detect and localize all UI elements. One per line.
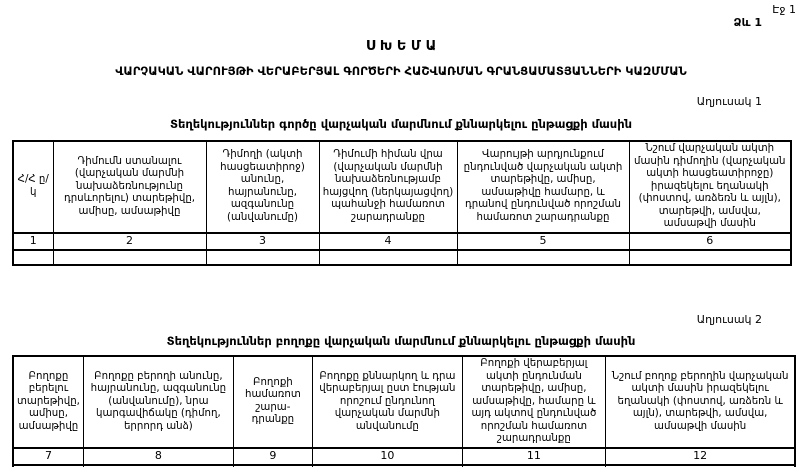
table1-header-4: Դիմումի հիման վրա (վարչական մարմնի նախաձեռնությամբ հայցվող (ներկայացվող) պահանջի համառոտ շարադրանքը	[319, 141, 457, 233]
table2-colnum-10: 10	[312, 448, 462, 465]
table1-number-row	[13, 233, 791, 250]
table2-number-row	[13, 448, 795, 465]
document-title: Ս Խ Ե Մ Ա	[365, 39, 437, 54]
table2-colnum-8: 8	[83, 448, 233, 465]
table1-header-row	[13, 141, 791, 233]
table1-header-1: Հ/Հ ը/կ	[13, 141, 53, 233]
table2-header-8: Բողոքը բերողի անունը, հայրանունը, ազգանունը (անվանումը), նրա կարգավիճակը (դիմող, երրորդ անձ)	[83, 356, 233, 448]
table2-colnum-7: 7	[13, 448, 83, 465]
table1-colnum-3: 3	[206, 233, 319, 250]
table2-colnum-11: 11	[462, 448, 605, 465]
table1-header-2: Դիմումն ստանալու (վարչական մարմնի նախաձեռնությունը դրսևորելու) տարեթիվը, ամիսը, ամսաթիվը	[53, 141, 206, 233]
table1-colnum-6: 6	[629, 233, 791, 250]
form-number-label: Ձև 1	[733, 16, 762, 29]
table1-colnum-5: 5	[457, 233, 629, 250]
table1-colnum-4: 4	[319, 233, 457, 250]
table1	[12, 140, 792, 266]
table2-header-11: Բողոքի վերաբերյալ ակտի ընդունման տարեթիվը, ամիսը, ամսաթիվը, համարը և այդ ակտով ընդունված որոշման համառոտ շարադրանքը	[462, 356, 605, 448]
table1-empty-cell	[629, 250, 791, 265]
table1-empty-cell	[206, 250, 319, 265]
table2-caption: Տեղեկություններ բողոքը վարչական մարմնում քննարկելու ընթացքի մասին	[166, 334, 636, 348]
table1-empty-cell	[13, 250, 53, 265]
table1-header-5: Վարույթի արդյունքում ընդունված վարչական ակտի տարեթիվը, ամիսը, ամսաթիվը համարը, և դրանով ընդունված որոշման համառոտ շարադրանքը	[457, 141, 629, 233]
table2-header-12: Նշում բողոք բերողին վարչական ակտի մասին իրազեկելու եղանակի (փոստով, առձեռն և այլն), տարեթվի, ամսվա, ամսաթվի մասին	[605, 356, 795, 448]
table2-label: Աղյուսակ 2	[696, 313, 762, 326]
table1-colnum-2: 2	[53, 233, 206, 250]
table1-empty-cell	[319, 250, 457, 265]
table2-header-row	[13, 356, 795, 448]
document-subtitle: ՎԱՐՉԱԿԱՆ ՎԱՐՈՒՅԹԻ ՎԵՐԱԲԵՐՅԱԼ ԳՈՐԾԵՐԻ ՀԱՇՎԱՌՄԱՆ ԳՐԱՆՑԱՄԱՏՅԱՆՆԵՐԻ ԿԱԶՄՄԱՆ	[115, 64, 687, 78]
table2-header-7: Բողոքը բերելու տարեթիվը, ամիսը, ամսաթիվը	[13, 356, 83, 448]
table1-colnum-1: 1	[13, 233, 53, 250]
table1-header-3: Դիմողի (ակտի հասցեատիրոջ) անունը, հայրանունը, ազգանունը (անվանումը)	[206, 141, 319, 233]
table2-colnum-12: 12	[605, 448, 795, 465]
table2-header-9: Բողոքի համառոտ շարա- դրանքը	[233, 356, 312, 448]
table2-header-10: Բողոքը քննարկող և դրա վերաբերյալ ըստ էության որոշում ընդունող վարչական մարմնի անվանումը	[312, 356, 462, 448]
table2-colnum-9: 9	[233, 448, 312, 465]
table1-empty-cell	[53, 250, 206, 265]
table1-caption: Տեղեկություններ գործը վարչական մարմնում քննարկելու ընթացքի մասին	[170, 117, 632, 131]
page-number-label: Էջ 1	[772, 3, 796, 16]
table1-label: Աղյուսակ 1	[696, 95, 762, 108]
table2	[12, 355, 796, 467]
table1-empty-row	[13, 250, 791, 265]
table1-empty-cell	[457, 250, 629, 265]
table1-header-6: Նշում վարչական ակտի մասին դիմողին (վարչական ակտի հասցեատիրոջը) իրազեկելու եղանակի (փոստով, առձեռն և այլն), տարեթվի, ամսվա, ամսաթվի մասին	[629, 141, 791, 233]
